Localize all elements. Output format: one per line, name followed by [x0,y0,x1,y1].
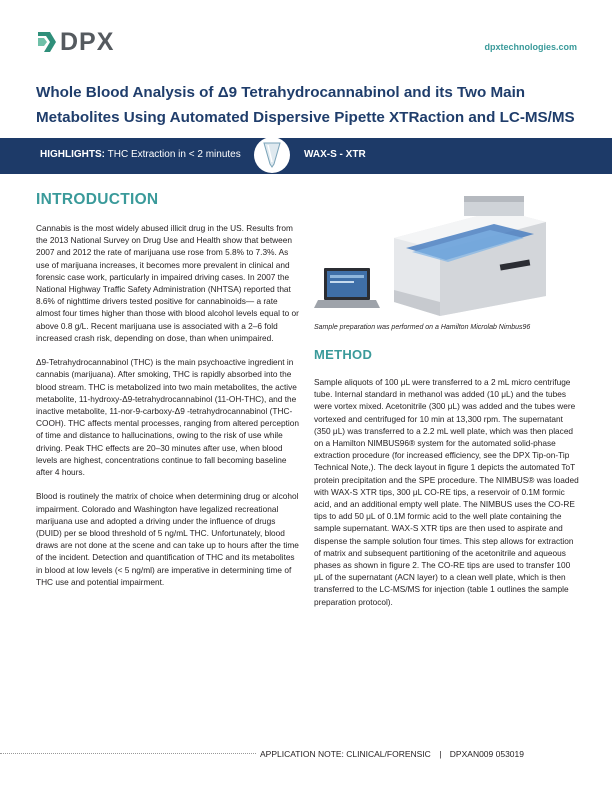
footer-divider [0,753,256,754]
introduction-heading: INTRODUCTION [36,191,159,208]
product-name: WAX-S - XTR [304,149,366,160]
highlights-label: HIGHLIGHTS: [40,149,105,160]
highlights-text [40,149,241,160]
application-note-label: APPLICATION NOTE: CLINICAL/FORENSIC [260,749,431,759]
figure-caption: Sample preparation was performed on a Hamilton Microlab Nimbus96 [314,324,531,331]
logo-text: DPX [60,28,115,56]
page-footer [260,749,524,759]
introduction-body [36,222,302,600]
pipette-tip-icon [263,142,281,168]
highlights-value: THC Extraction in < 2 minutes [107,149,241,160]
document-code: DPXAN009 053019 [449,749,524,759]
website-link[interactable]: dpxtechnologies.com [484,42,577,52]
intro-paragraph: Δ9-Tetrahydrocannabinol (THC) is the main psychoactive ingredient in cannabis (marijuana). After smoking, THC is rapidly absorbed into the blood stream. THC is metabolized into two main metabolites, the active metabolite, 11-hydroxy-Δ9-tetrahydrocannabinol (11-OH-THC), and the inactive metabolite, 11-nor-9-carboxy-Δ9 -tetrahydrocannabinol (THC-COOH). THC affects mental processes, ranging from altered perception of time and distance to hallucinations, owing to the risk of use while driving. Peak THC effects are 20–30 minutes after use, when blood levels are highest, concentrations continue to fall becoming baseline after 4 hours. [36,357,300,478]
hamilton-nimbus-photo [314,192,576,322]
page-header [0,0,612,70]
dpx-logo [36,28,114,56]
intro-paragraph: Cannabis is the most widely abused illicit drug in the US. Results from the 2013 National Survey on Drug Use and Health show that between 2007 and 2012 the rate of marijuana use rose from 5.8% to 7.3%. As use of marijuana increases, it becomes more prevalent in clinical and forensic case work, particularly in impaired driving cases. In 2007 the National Highway Traffic Safety Administration (NHTSA) reported that 8.6% of nighttime drivers tested positive for cannabinoids— a rate almost four times higher than those with blood alcohol levels equal to or above 0.8 g/L. Recent marijuana use is associated with a 2–6 fold increased crash risk, depending on dose, than when unimpaired. [36,223,299,343]
document-title: Whole Blood Analysis of Δ9 Tetrahydrocannabinol and its Two Main Metabolites Using Automated Dispersive Pipette XTRaction and LC-MS/MS [36,84,575,126]
method-heading: METHOD [314,347,373,362]
method-body: Sample aliquots of 100 μL were transferred to a 2 mL micro centrifuge tube. Internal standard in methanol was added (10 μL) and the tubes were vortex mixed. Acetonitrile (300 μL) was added and the tubes were vortexed and centrifuged for 10 min at 13,300 rpm. The supernatant (350 μL) was transferred to a 2.2 mL well plate, which was then placed on a Hamilton NIMBUS96® system for the automated solid-phase extraction procedure (for increased efficiency, see the DPX Tip-on-Tip Technical Note,). The deck layout in figure 1 depicts the automated ToT protein precipitation and the SPE procedure. The NIMBUS® was loaded with WAX-S XTR tips, 300 μL CO-RE tips, a reservoir of 0.1M formic acid, and an additional empty well plate. The NIMBUS uses the CO-RE tips to add 50 μL of 0.1M formic acid to the well plate containing the sample supernatant. WAX-S XTR tips are then used to aspirate and dispense the sample solution four times. This step allows for extraction of matrix and subsequent partitioning of the acetonitrile and aqueous phases as shown in figure 2. The CO-RE tips are used to transfer 100 μL of the supernatant (ACN layer) to a clean well plate, which is then transferred to the LC-MS/MS for injection (table 1 outlines the sample preparation protocol). [314,377,579,607]
dpx-logo-icon [36,28,58,56]
intro-paragraph: Blood is routinely the matrix of choice when determining drug or alcohol impairment. Colorado and Washington have legalized recreational marijuana use and adopted a driving under the influence of drugs (DUID) per se blood threshold of 5 ng/mL THC. Unfortunately, blood draws are not done at the scene and can take up to hours after the time of the incident. Detection and quantification of THC and its metabolites in blood at low levels (< 5 ng/ml) are imperative in determining time of THC use and potential impairment. [36,491,299,587]
footer-separator: | [439,749,442,759]
